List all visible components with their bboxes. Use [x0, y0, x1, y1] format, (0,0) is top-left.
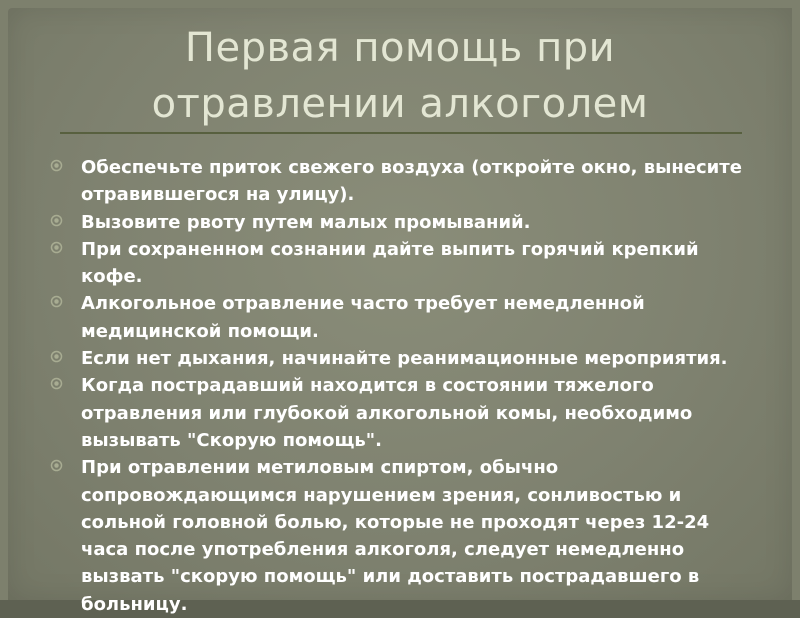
bullet-list	[50, 154, 752, 618]
bullet-text: При сохраненном сознании дайте выпить горячий крепкий кофе.	[81, 238, 699, 288]
bullet-text: Когда пострадавший находится в состоянии тяжелого отравления или глубокой алкогольной комы, необходимо вызывать "Скорую помощь".	[81, 375, 693, 451]
circular-bullet-icon	[50, 459, 63, 472]
bullet-item	[50, 236, 752, 291]
bullet-text: Алкогольное отравление часто требует немедленной медицинской помощи.	[81, 293, 645, 342]
slide-title-line-1: Первая помощь при	[184, 25, 616, 71]
bullet-item	[50, 372, 752, 454]
slide-title	[8, 20, 792, 132]
circular-bullet-icon	[50, 159, 63, 172]
bullet-item	[50, 290, 752, 345]
bullet-item	[50, 454, 752, 618]
bullet-text: При отравлении метиловым спиртом, обычно сопровождающимся нарушением зрения, сонливостью и сольной головной болью, которые не проходят через 12-24 часа после употребления алкоголя, следует немедленно вызвать "скорую помощь" или доставить пострадавшего в больницу.	[81, 457, 710, 615]
title-divider	[60, 132, 742, 134]
bullet-item	[50, 345, 752, 372]
slide-title-line-2: отравлении алкоголем	[151, 81, 649, 127]
bullet-text: Если нет дыхания, начинайте реанимационные мероприятия.	[81, 348, 728, 370]
circular-bullet-icon	[50, 377, 63, 390]
bullet-item	[50, 209, 752, 236]
circular-bullet-icon	[50, 350, 63, 363]
circular-bullet-icon	[50, 295, 63, 308]
circular-bullet-icon	[50, 214, 63, 227]
bullet-text: Вызовите рвоту путем малых промываний.	[81, 211, 531, 233]
bullet-item	[50, 154, 752, 209]
circular-bullet-icon	[50, 241, 63, 254]
slide-frame	[8, 8, 792, 615]
bullet-text: Обеспечьте приток свежего воздуха (откройте окно, вынесите отравившегося на улицу).	[81, 157, 742, 206]
